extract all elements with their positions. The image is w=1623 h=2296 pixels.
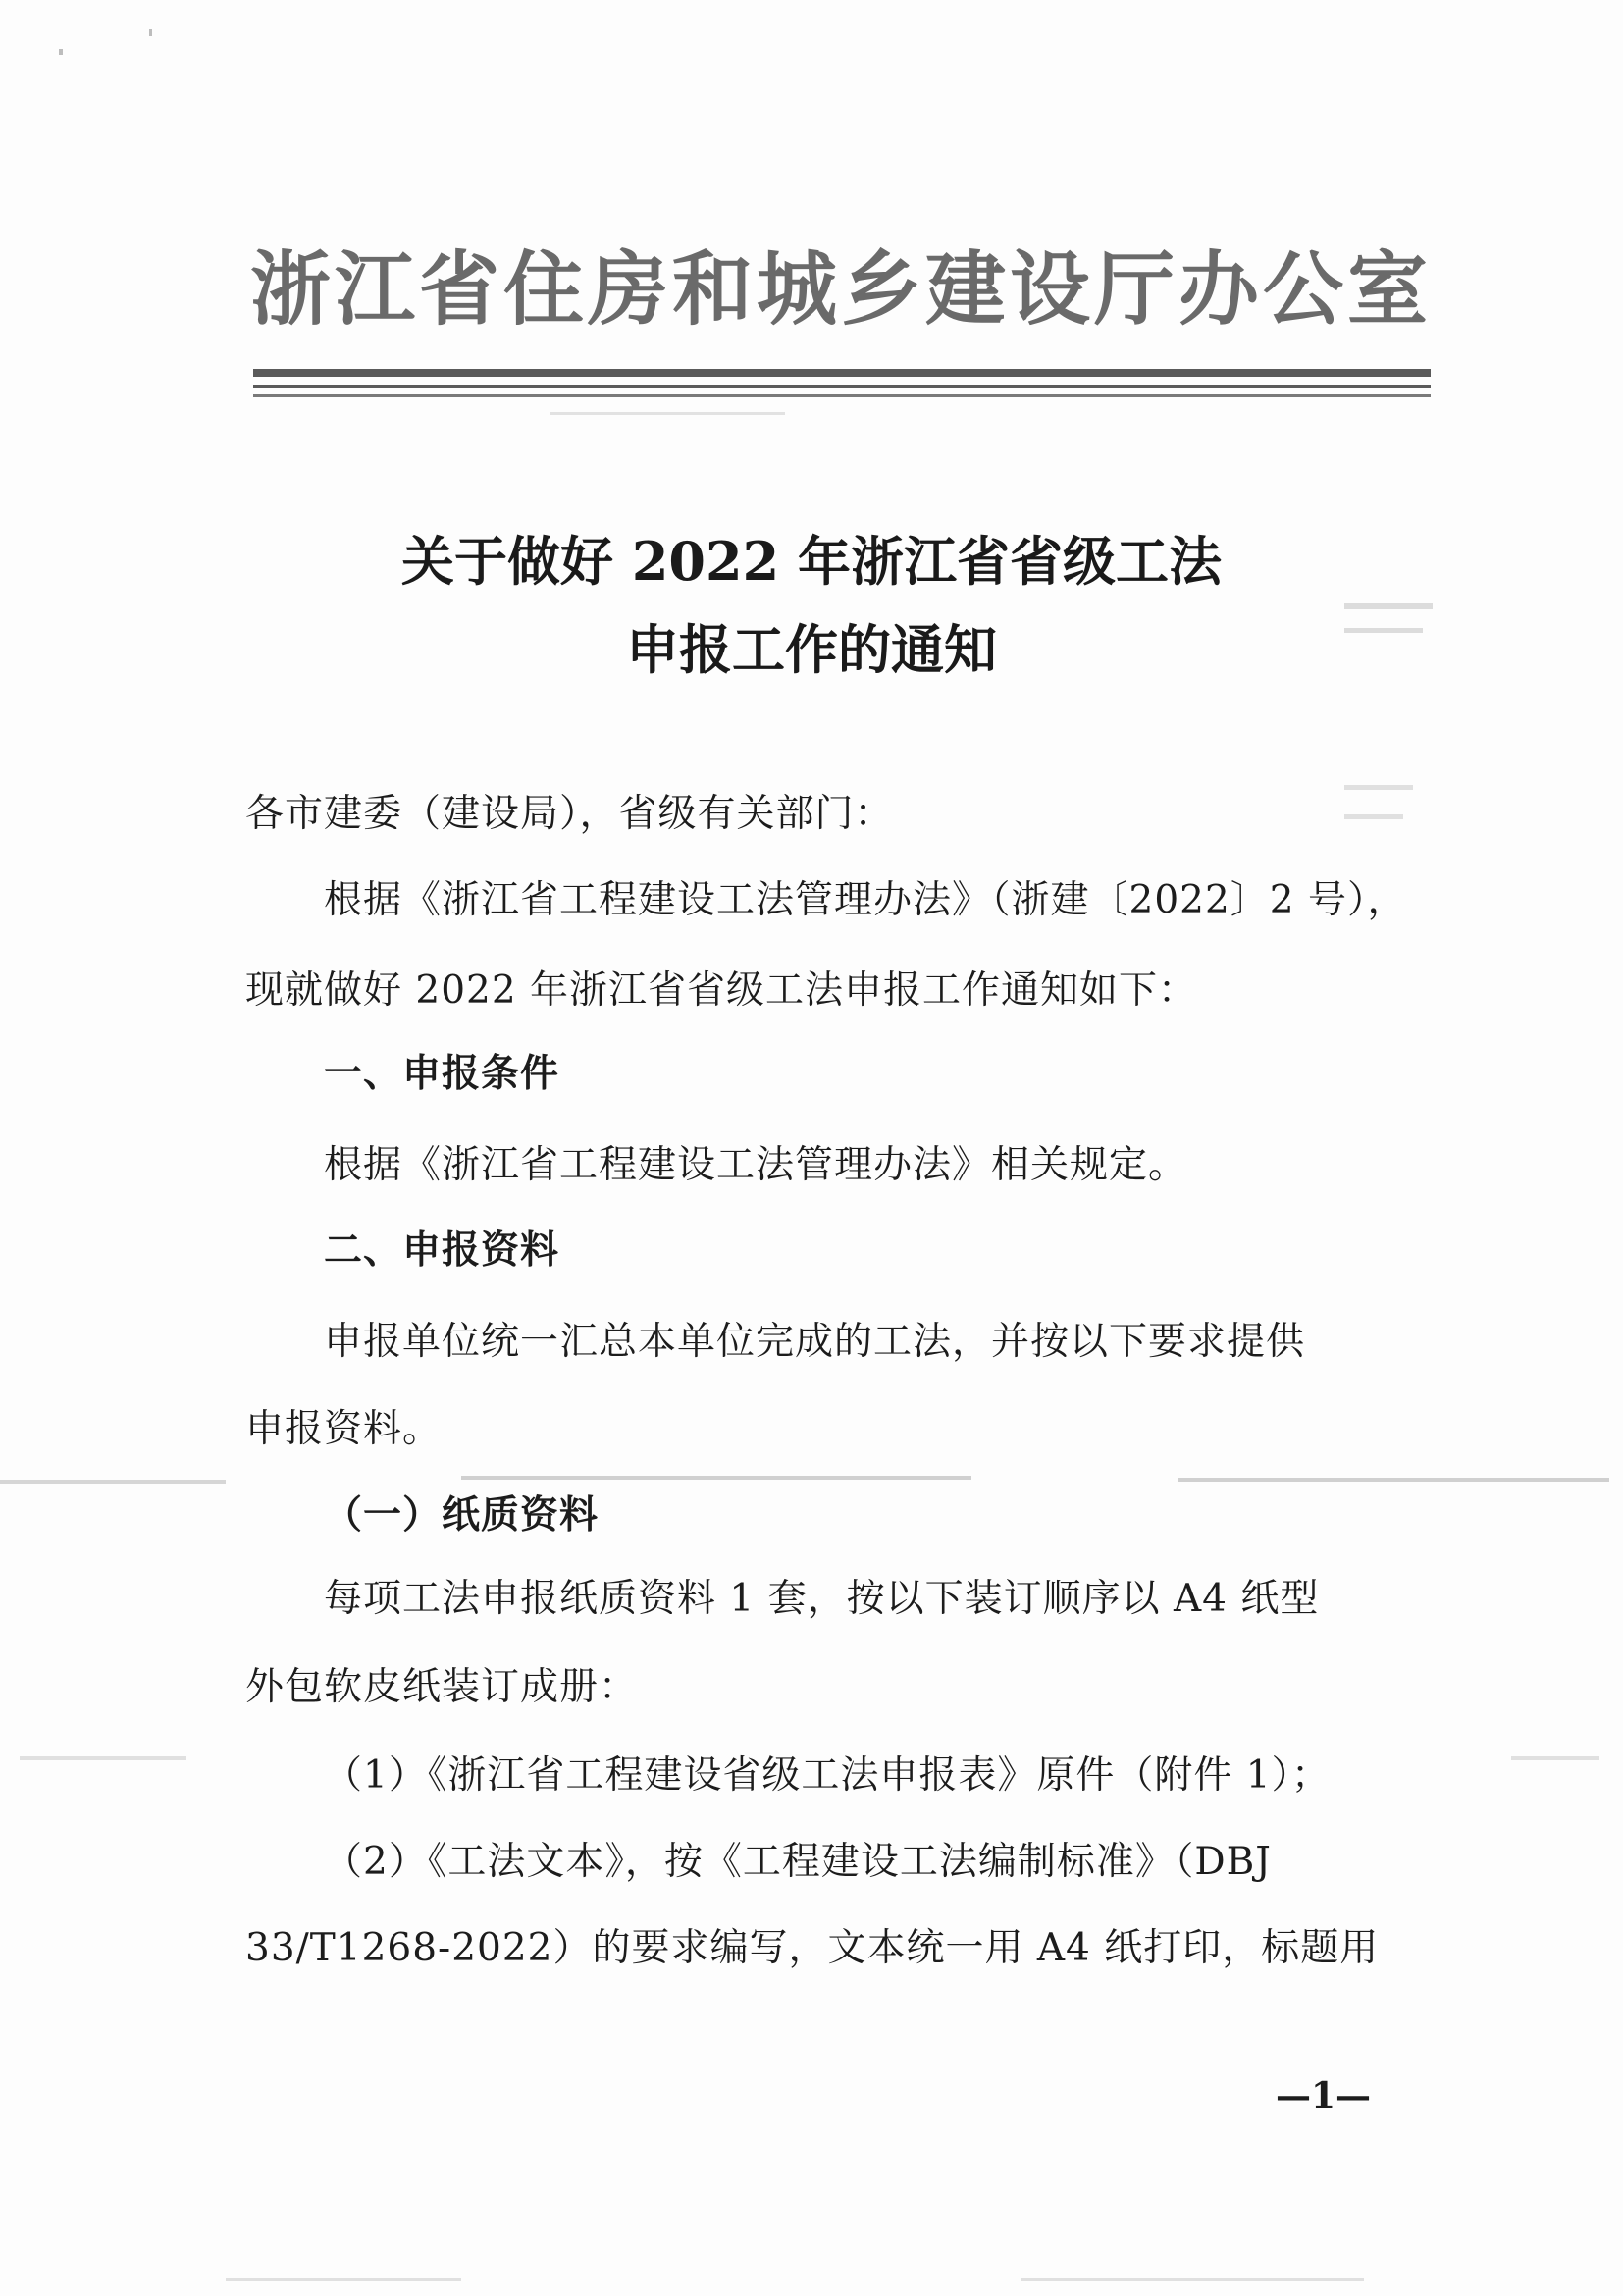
scan-speck <box>1021 2278 1364 2281</box>
section1-heading: 一、申报条件 <box>324 1052 560 1096</box>
header-rule-thin-lower <box>253 394 1431 397</box>
scan-speck <box>1344 603 1433 609</box>
header-rule-thin <box>253 385 1431 388</box>
item2-line1: （2）《工法文本》，按《工程建设工法编制标准》（DBJ <box>324 1840 1272 1884</box>
scan-speck <box>1344 628 1423 633</box>
scan-speck <box>550 412 785 415</box>
page-number: —1— <box>1276 2075 1372 2116</box>
intro-line1: 根据《浙江省工程建设工法管理办法》（浙建〔2022〕2 号）， <box>324 878 1407 922</box>
scan-speck <box>20 1756 186 1760</box>
section2-line2: 申报资料。 <box>245 1407 443 1451</box>
sub1-line2: 外包软皮纸装订成册： <box>245 1665 639 1709</box>
header-rule-thick <box>253 369 1431 377</box>
section2-line1: 申报单位统一汇总本单位完成的工法，并按以下要求提供 <box>324 1320 1306 1364</box>
scan-speck <box>149 29 152 36</box>
section1-text: 根据《浙江省工程建设工法管理办法》相关规定。 <box>324 1143 1188 1187</box>
issuer-header: 浙江省住房和城乡建设厅办公室 <box>250 243 1433 337</box>
document-title-line1: 关于做好 2022 年浙江省省级工法 <box>401 530 1222 593</box>
sub1-line1: 每项工法申报纸质资料 1 套，按以下装订顺序以 A4 纸型 <box>324 1577 1320 1621</box>
scan-speck <box>1344 785 1413 790</box>
scan-speck <box>0 1480 226 1484</box>
scan-speck <box>461 1476 971 1480</box>
section2-heading: 二、申报资料 <box>324 1228 560 1273</box>
intro-line2: 现就做好 2022 年浙江省省级工法申报工作通知如下： <box>245 968 1198 1013</box>
sub1-heading: （一）纸质资料 <box>324 1493 600 1538</box>
document-title-line2: 申报工作的通知 <box>626 618 997 681</box>
scan-speck <box>1511 1756 1599 1760</box>
item1: （1）《浙江省工程建设省级工法申报表》原件（附件 1）； <box>324 1753 1332 1798</box>
scan-speck <box>226 2278 461 2281</box>
scan-speck <box>1344 814 1403 819</box>
item2-line2: 33/T1268-2022）的要求编写，文本统一用 A4 纸打印，标题用 <box>245 1926 1380 1970</box>
scan-speck <box>59 49 63 55</box>
salutation: 各市建委（建设局），省级有关部门： <box>245 792 894 836</box>
scan-speck <box>1178 1478 1609 1482</box>
